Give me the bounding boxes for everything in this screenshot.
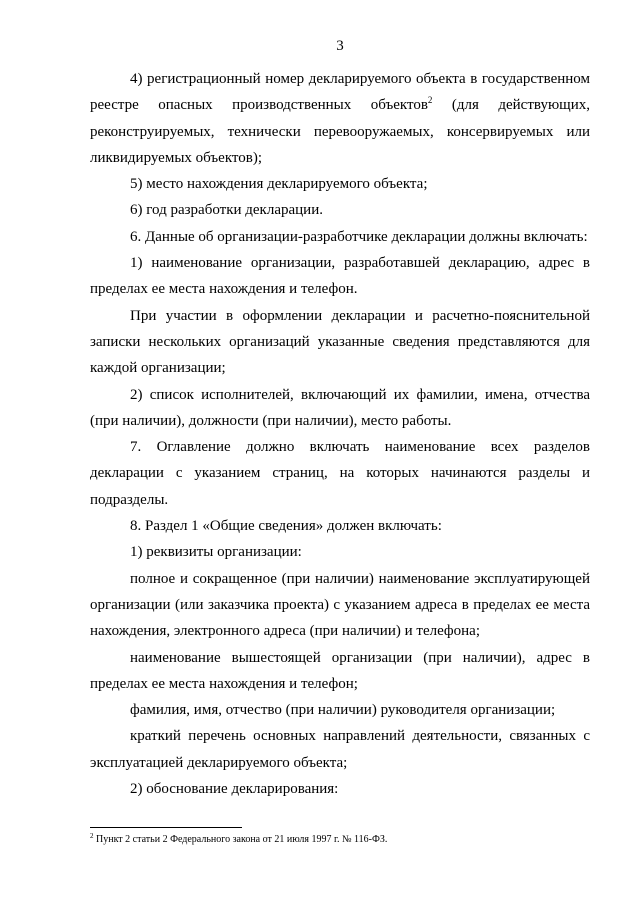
paragraph-development-year: 6) год разработки декларации. [130, 202, 323, 219]
paragraph-activities: краткий перечень основных направлений деятельности, связанных с эксплуатацией декларируемого объекта; [90, 728, 590, 771]
paragraph-declaration-rationale: 2) обоснование декларирования: [130, 781, 339, 798]
paragraph-multiple-organizations: При участии в оформлении декларации и расчетно-пояснительной записки нескольких организаций указанные сведения представляются для каждой организации; [90, 307, 590, 377]
footnote-marker: 2 [90, 832, 94, 840]
footnote-reference: 2 [427, 95, 433, 106]
document-body [90, 66, 590, 802]
footnote-text: Пункт 2 статьи 2 Федерального закона от 21 июля 1997 г. № 116-ФЗ. [93, 834, 388, 845]
paragraph-developer-data: 6. Данные об организации-разработчике декларации должны включать: [130, 228, 588, 245]
paragraph-location: 5) место нахождения декларируемого объекта; [130, 176, 428, 193]
paragraph-organization-details: 1) реквизиты организации: [130, 544, 302, 561]
paragraph-head-name: фамилия, имя, отчество (при наличии) руководителя организации; [130, 702, 556, 719]
paragraph-text-continued: (для действующих, реконструируемых, технически перевооружаемых, консервируемых или ликвидируемых объектов); [90, 97, 590, 166]
footnote-divider [90, 827, 242, 828]
paragraph-text: 4) регистрационный номер декларируемого объекта в государственном реестре опасных производственных объектов [90, 71, 590, 114]
paragraph-table-of-contents: 7. Оглавление должно включать наименование всех разделов декларации с указанием страниц, на которых начинаются разделы и подразделы. [90, 439, 590, 508]
paragraph-organization-name: 1) наименование организации, разработавшей декларацию, адрес в пределах ее места нахождения и телефон. [90, 255, 590, 298]
footnote [90, 833, 590, 846]
paragraph-parent-organization: наименование вышестоящей организации (при наличии), адрес в пределах ее места нахождения и телефон; [90, 649, 590, 692]
page-number: 3 [336, 38, 344, 54]
paragraph-registration-number [90, 66, 590, 171]
paragraph-section-1: 8. Раздел 1 «Общие сведения» должен включать: [130, 518, 442, 535]
paragraph-executors-list: 2) список исполнителей, включающий их фамилии, имена, отчества (при наличии), должности (при наличии), место работы. [90, 386, 590, 429]
paragraph-full-name: полное и сокращенное (при наличии) наименование эксплуатирующей организации (или заказчика проекта) с указанием адреса в пределах ее места нахождения, электронного адреса (при наличии) и телефона; [90, 570, 590, 640]
